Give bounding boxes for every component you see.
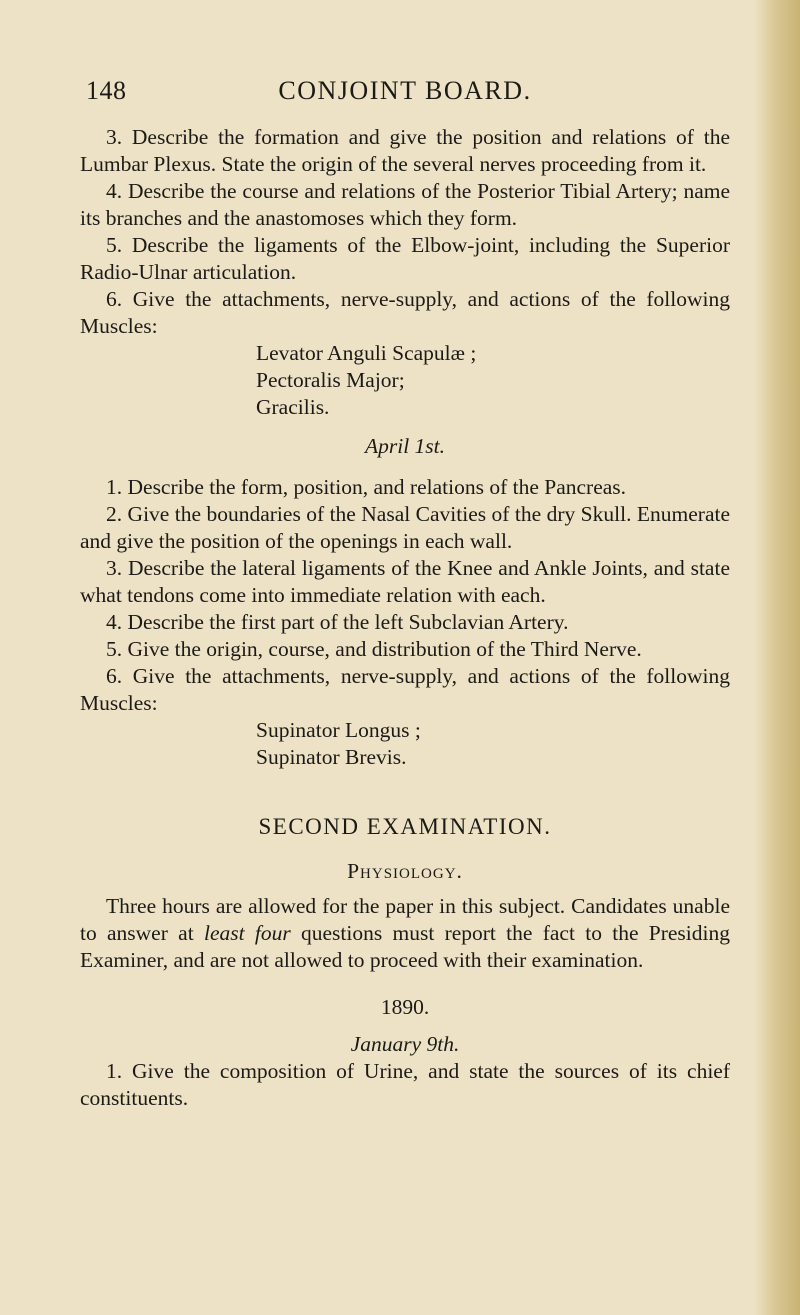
question-5-third-nerve: 5. Give the origin, course, and distribution of the Third Nerve. bbox=[106, 637, 642, 661]
page-number: 148 bbox=[86, 76, 127, 105]
question-2-nasal-cavities: 2. Give the boundaries of the Nasal Cavities of the dry Skull. Enumerate and give the position of the openings in each wall. bbox=[80, 502, 730, 553]
question-1-urine: 1. Give the composition of Urine, and state the sources of its chief constituents. bbox=[80, 1059, 730, 1110]
question-5-elbow-joint: 5. Describe the ligaments of the Elbow-joint, including the Superior Radio-Ulnar articulation. bbox=[80, 233, 730, 284]
muscle-pectoralis-major: Pectoralis Major; bbox=[256, 368, 405, 392]
instructions-text: Three hours are allowed for the paper in this subject. Candidates unable to answer at bbox=[80, 894, 730, 945]
page-header bbox=[80, 72, 730, 112]
muscle-supinator-brevis: Supinator Brevis. bbox=[256, 745, 407, 769]
date-heading-january: January 9th. bbox=[350, 1032, 460, 1056]
instructions-text-end: questions must report the fact to the Presiding Examiner, and are not allowed to proceed with their examination. bbox=[80, 921, 730, 972]
question-6-muscles: 6. Give the attachments, nerve-supply, and actions of the following Muscles: bbox=[80, 664, 730, 715]
muscle-supinator-longus: Supinator Longus ; bbox=[256, 718, 421, 742]
subject-heading: Physiology. bbox=[347, 859, 463, 883]
instructions-emphasis: least four bbox=[203, 921, 291, 945]
book-page bbox=[80, 72, 730, 1112]
running-head: CONJOINT BOARD. bbox=[278, 76, 532, 105]
exam-instructions bbox=[80, 893, 730, 974]
muscle-levator-anguli-scapulae: Levator Anguli Scapulæ ; bbox=[256, 341, 477, 365]
page-body bbox=[80, 124, 730, 1112]
page-edge-shading bbox=[754, 0, 800, 1315]
question-4-posterior-tibial-artery: 4. Describe the course and relations of the Posterior Tibial Artery; name its branches and the anastomoses which they form. bbox=[80, 179, 730, 230]
question-3-knee-ankle-ligaments: 3. Describe the lateral ligaments of the Knee and Ankle Joints, and state what tendons come into immediate relation with each. bbox=[80, 556, 730, 607]
year-heading: 1890. bbox=[380, 995, 430, 1019]
question-3-lumbar-plexus: 3. Describe the formation and give the position and relations of the Lumbar Plexus. State the origin of the several nerves proceeding from it. bbox=[80, 125, 730, 176]
question-6-muscles: 6. Give the attachments, nerve-supply, and actions of the following Muscles: bbox=[80, 287, 730, 338]
section-heading: SECOND EXAMINATION. bbox=[258, 814, 552, 839]
muscle-gracilis: Gracilis. bbox=[256, 395, 330, 419]
date-heading-april: April 1st. bbox=[364, 434, 446, 458]
question-1-pancreas: 1. Describe the form, position, and relations of the Pancreas. bbox=[106, 475, 627, 499]
question-4-subclavian-artery: 4. Describe the first part of the left Subclavian Artery. bbox=[106, 610, 569, 634]
